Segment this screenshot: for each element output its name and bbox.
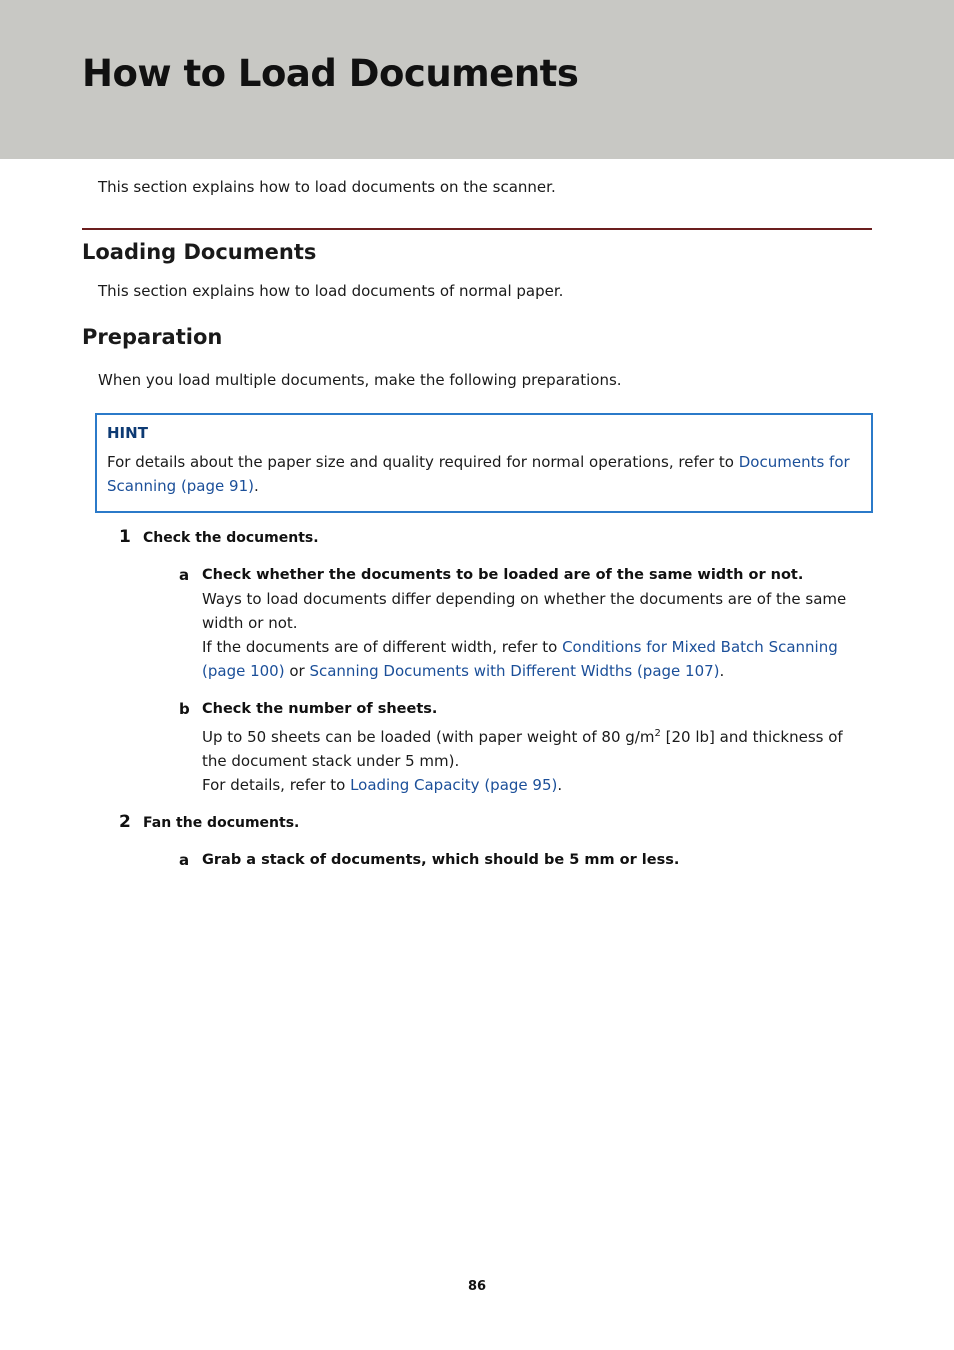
substep-body	[202, 587, 872, 683]
link-documents-for-scanning[interactable]: Documents for Scanning (page 91)	[107, 453, 850, 495]
step-number: 2	[119, 812, 131, 832]
hint-text-before: For details about the paper size and quality required for normal operations, refer to	[107, 453, 739, 471]
substep-title: Check whether the documents to be loaded are of the same width or not.	[202, 567, 804, 583]
substep-letter: b	[179, 700, 190, 718]
link-mixed-batch-scanning[interactable]: Conditions for Mixed Batch Scanning (page 100)	[202, 638, 838, 680]
intro-text: This section explains how to load documents on the scanner.	[98, 178, 556, 196]
substep-title: Grab a stack of documents, which should be 5 mm or less.	[202, 852, 680, 868]
hint-label: HINT	[107, 424, 148, 442]
substep-text: .	[557, 776, 563, 794]
substep-title: Check the number of sheets.	[202, 701, 438, 717]
substep-text: Ways to load documents differ depending on whether the documents are of the same width or not.	[202, 590, 847, 632]
preparation-text: When you load multiple documents, make the following preparations.	[98, 371, 622, 389]
section-divider	[82, 228, 872, 230]
substep-body	[202, 725, 872, 797]
link-loading-capacity[interactable]: Loading Capacity (page 95)	[350, 776, 558, 794]
substep-letter: a	[179, 851, 190, 869]
step-number: 1	[119, 527, 131, 547]
section-heading-preparation: Preparation	[82, 325, 223, 349]
hint-text	[107, 450, 862, 498]
substep-text: or	[284, 662, 310, 680]
step-title: Fan the documents.	[143, 815, 300, 831]
page-title: How to Load Documents	[82, 52, 579, 95]
substep-letter: a	[179, 566, 190, 584]
substep-text: [20 lb] and thickness of the document stack under 5 mm).	[202, 728, 843, 770]
hint-text-after: .	[253, 477, 259, 495]
substep-text: If the documents are of different width, refer to	[202, 638, 563, 656]
substep-text: .	[719, 662, 725, 680]
loading-text: This section explains how to load documents of normal paper.	[98, 282, 564, 300]
superscript: 2	[654, 728, 661, 739]
link-different-widths[interactable]: Scanning Documents with Different Widths (page 107)	[309, 662, 720, 680]
hint-box	[95, 413, 873, 513]
page-number: 86	[467, 1279, 487, 1294]
substep-text: Up to 50 sheets can be loaded (with paper weight of 80 g/m	[202, 728, 655, 746]
section-heading-loading: Loading Documents	[82, 240, 317, 264]
step-title: Check the documents.	[143, 530, 319, 546]
substep-text: For details, refer to	[202, 776, 351, 794]
